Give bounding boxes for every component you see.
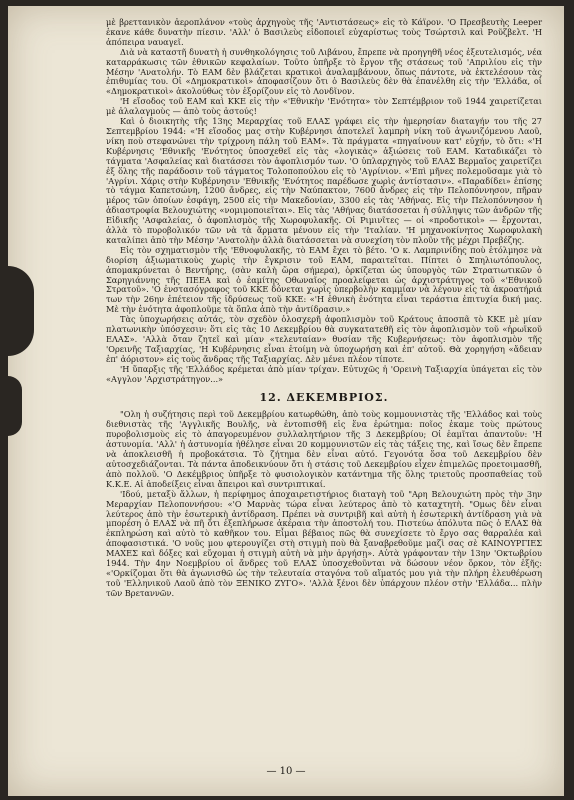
paragraph: Τὰς ὑποχωρήσεις αὐτάς, τὸν σχεδὸν ὁλοσχερῆ ἀφοπλισμὸν τοῦ Κράτους ἀποσπᾶ τὸ ΚΚΕ μὲ μίαν πλατωνικὴν ὑπόσχεσιν: ὅτι εἰς τὰς 10 Δεκεμβρίου θὰ συγκατατεθῆ εἰς τὸν ἀφοπλισμὸν τοῦ «ἡρωϊκοῦ ΕΛΑΣ». 'Αλλὰ ὅταν ζητεῖ καὶ μίαν «τελευταίαν» θυσίαν τῆς Κυβερνήσεως: τὸν ἀφοπλισμὸν τῆς 'Ορεινῆς Ταξιαρχίας, 'Η Κυβέρνησις εἶναι ἑτοίμη νὰ ὑποχωρήση καὶ ἐπ' αὐτοῦ. Θὰ χορηγήση «ἄδειαν ἐπ' ἀόριστον» εἰς τοὺς ἄνδρας τῆς Ταξιαρχίας. Δὲν μένει πλέον τίποτε. — [106, 314, 542, 364]
paragraph: 'Η ὕπαρξις τῆς 'Ελλάδος κρέμεται ἀπὸ μίαν τρίχαν. Εὐτυχῶς ἡ 'Ορεινὴ Ταξιαρχία ὑπάγεται εἰς τὸν «Αγγλον 'Αρχιστράτηγον...» — [106, 363, 542, 384]
section-heading: 12. ΔΕΚΕΜΒΡΙΟΣ. — [259, 390, 389, 404]
body-text — [106, 18, 542, 599]
paragraph: "Ολη ἡ συζήτησις περὶ τοῦ Δεκεμβρίου κατωρθώθη, ἀπὸ τοὺς κομμουνιστὰς τῆς 'Ελλάδος καὶ τοὺς διεθνιστὰς τῆς 'Αγγλικῆς Βουλῆς, νὰ ἐντοπισθῆ εἰς ἕνα ἐρώτημα: ποῖος ἐκαμε τοὺς πρώτους πυροβολισμοὺς εἰς τὸ ἀπαγορευμένον συλλαλητήριον τῆς 3 Δεκεμβρίου; Οἱ ἐαμῖται ἀπαντοῦν: 'Η ἀστυνομία. 'Αλλ' ἡ ἀστυνομία ἠθέλησε εἶναι 20 κομμουνιστῶν εἰς τὰς τάξεις της, καὶ ἴσως δὲν ἔπρεπε νὰ ἀποκλεισθῆ ἡ προβοκάτσια. Τὸ ζήτημα δὲν εἶναι αὐτό. Γεγονότα ὅσα τοῦ Δεκεμβρίου δὲν αὐτοσχεδιάζονται. Τὰ πάντα ἀποδεικνύουν ὅτι ἡ στάσις τοῦ Δεκεμβρίου εἶχεν ἐπιμελῶς προετοιμασθῆ, ἀπὸ πολλοῦ. 'Ο Δεκέμβριος ὑπῆρξε τὸ φυσιολογικὸν κατάντημα τῆς ὅλης τριετοῦς προσπαθείας τοῦ Κ.Κ.Ε. Αἱ ἀποδείξεις εἶναι ἄπειροι καὶ συντριπτικαί. — [106, 409, 542, 489]
paragraph: 'Η εἴσοδος τοῦ ΕΑΜ καὶ ΚΚΕ εἰς τὴν «'Εθνικὴν 'Ενότητα» τὸν Σεπτέμβριον τοῦ 1944 χαιρετίζεται μὲ ἀλαλαγμοὺς — ἀπὸ τοὺς ἀστούς! — [106, 96, 542, 117]
torn-edge-left-lower — [8, 376, 22, 436]
paragraph: Διὰ νὰ καταστῆ δυνατὴ ἡ συνθηκολόγησις τοῦ Λιβάνου, ἔπρεπε νὰ προηγηθῆ νέος ἐξευτελισμός, νέα καταρράκωσις τῶν ἐθνικῶν κεφαλαίων. Τοῦτο ὑπῆρξε τὸ ἔργον τῆς στάσεως τοῦ 'Απριλίου εἰς τὴν Μέσην 'Ανατολήν. Τὸ ΕΑΜ δὲν βλάζεται κρατικοὶ ἀναλαμβάνουν, ὅπως πάντοτε, νὰ ἐκτελέσουν τὰς ἐπιθυμίας του. Οἱ «Δημοκρατικοὶ» ἀποφασίζουν ὅτι ὁ Βασιλεὺς δὲν θὰ ἐπανέλθη εἰς τὴν 'Ελλάδα, οἱ «Δημοκρατικοὶ» ἀκολούθως τὸν ἐξορίζουν εἰς τὸ Λονδῖνον. — [106, 46, 542, 97]
page-number: — 10 — — [266, 766, 306, 777]
paragraph: 'Ιδού, μεταξὺ ἄλλων, ἡ περίφημος ἀποχαιρετιστήριος διαταγὴ τοῦ "Αρη Βελουχιώτη πρὸς τὴν 3ην Μεραρχίαν Πελοποννήσου: «'Ο Μαρνὰς τώρα εἶναι λεύτερος ἀπὸ τὸ καταχτητὴ. "Ομως δὲν εἶναι λεύτερος ἀπὸ τὴν ἐσωτερικὴ ἀντίδραση. Πρέπει νὰ συντριβῆ καὶ αὐτὴ ἡ ἐσωτερικὴ ἀντίδραση γιὰ νὰ μπορέση ὁ ΕΛΑΣ νὰ πῆ ὅτι ἐξεπλήρωσε ἀκέραια τὴν ἀποστολή του. Πιστεύω ἀπόλυτα πῶς ὁ ΕΛΑΣ θὰ ἐκπληρώση καὶ αὐτὸ τὸ καθῆκον του. Εἶμαι βέβαιος πῶς θὰ συνεχίσετε τὸ ἔργο σας θαρραλέα καὶ ἀποφασιστικά. 'Ο νοῦς μου φτερουγίζει στὴ στιγμὴ ποὺ θὰ ξαναβρεθοῦμε μαζὶ σας σὲ ΚΑΙΝΟΥΡΓΙΕΣ ΜΑΧΕΣ καὶ δόξες καὶ εὔχομαι ἡ στιγμὴ αὐτὴ νὰ μὴν ἀργήσῃ». Αὐτὰ γράφονταν τὴν 13ην 'Οκτωβρίου 1944. Τὴν 4ην Νοεμβρίου οἱ ἄνδρες τοῦ ΕΛΑΣ ὑποσχεθοῦνται νὰ δώσουν νέον ὅρκον, τὸν ἑξῆς: «'Ορκίζομαι ὅτι θὰ ἀγωνισθῶ ὡς τὴν τελευταία σταγόνα τοῦ αἵματός μου γιὰ τὴν πλήρη ἐλευθέρωση τοῦ 'Ελληνικοῦ Λαοῦ ἀπὸ τὸν ΞΕΝΙΚΟ ΖΥΓΟ». 'Αλλὰ ξένοι δὲν ὑπάρχουν πλέον στὴν 'Ελλάδα... πλὴν τῶν Βρεταννῶν. — [106, 488, 542, 598]
torn-edge-left — [8, 266, 34, 356]
paragraph: μὲ βρεττανικὸν ἀεροπλάνον «τοὺς ἀρχηγοὺς τῆς 'Αντιστάσεως» εἰς τὸ Κάϊρον. 'Ο Πρεσβευτὴς Leeper ἐκανε κάθε δυνατὴν πίεσιν. 'Αλλ' ὁ Βασιλεὺς εἰδοποιεῖ εὐχαρίστως τοὺς Τσώρτσιλ καὶ Ροῦζβελτ. 'Η ἀπόπειρα ναυαγεῖ. — [106, 17, 542, 47]
document-page — [8, 6, 564, 796]
paragraph: Καὶ ὁ διοικητὴς τῆς 13ης Μεραρχίας τοῦ ΕΛΑΣ γράφει εἰς τὴν ἡμερησίαν διαταγήν του τῆς 27 Σεπτεμβρίου 1944: «'Η εἴσοδος μας στὴν Κυβέρνησι ἀποτελεῖ λαμπρὴ νίκη τοῦ ἀγωνιζόμενου Λαοῦ, νίκη ποὺ στεφανώνει τὴν τρίχρονη πάλη τοῦ ΕΑΜ». Τὰ πράγματα «πηγαίνουν κατ' εὐχήν, τὸ ὅτι: «'Η Κυβέρνησις 'Εθνικῆς 'Ενότητος ὑποσχεθεῖ εἰς τὰς «λογικὰς» ἀξιώσεις τοῦ ΕΑΜ. Καταδικάζει τὸ τάγματα 'Ασφαλείας καὶ διατάσσει τὸν ἀφοπλισμόν των. 'Ο ὑπλαρχηγὸς τοῦ ΕΛΑΣ Βερμαῖος χαιρετίζει ἐξ ὅλης τῆς παράδοσιν τοῦ τάγματος Τολοποπούλου εἰς τὸ 'Αγρίνιον. «'Επὶ μῆνες πολεμοῦσαμε γιὰ τὸ 'Αγρίνι. Χάρις στὴν Κυβέρνησιν 'Εθνικῆς 'Ενότητος παρέδωσε χωρὶς ἀντίστασιν». «Παραδίδει» ἐπίσης τὸ τάγμα Καπετσώνη, 1200 ἄνδρες, εἰς τὴν Ναύπακτον, 7600 ἄνδρες εἰς τὴν Πελοπόννησον, πῆραν μέρος τῶν ὁποίων ἐσφάγη, 2500 εἰς τὴν Μακεδονίαν, 3300 εἰς τὰς 'Αθήνας. Εἰς τὴν Πελοπόννησον ἡ ἀδιαστροφία Βελουχιώτης «νομιμοποιεῖται». Εἰς τὰς 'Αθήνας διατάσσεται ἡ σύλληψις τῶν ἀνδρῶν τῆς Εἰδικῆς 'Ασφαλείας, ὁ ἀφοπλισμὸς τῆς Χωροφυλακῆς. Οἱ Ριμινῖτες — οἱ «προδοτικοὶ» — ἔρχονται, ἀλλὰ τὸ πυροβολικόν τῶν νὰ τὰ ἄρματα μένουν εἰς τὴν 'Ιταλίαν. 'Η μηχανοκίνητος Χωροφυλακὴ καταλίπει ἀπὸ τὴν Μέσην 'Ανατολὴν ἀλλὰ διατάσσεται νὰ συνεχίση τὸν πλοῦν τῆς μέχρι Πρεβέζης. — [106, 116, 542, 245]
paragraph: Εἰς τὸν σχηματισμὸν τῆς 'Εθνοφυλακῆς, τὸ ΕΑΜ ἔχει τὸ βέτο. 'Ο κ. Λαμπρινίδης ποὺ ἐτόλμησε νὰ διορίση ἀξιωματικοὺς χωρὶς τὴν ἔγκρισιν τοῦ ΕΑΜ, παραιτεῖται. Πίπτει ὁ Σπηλιωτόπουλος, ἀπομακρύνεται ὁ Βεντήρης, (σὰν καλὴ ὥρα σήμερα), ὁρκίζεται ὡς ὑπουργὸς τῶν Στρατιωτικῶν ὁ Σαρηγιάννης τῆς ΠΕΕΑ καὶ ὁ ἐαμίτης Οθωναῖος προαλείφεται ὡς ἀρχιστράτηγος τοῦ «'Εθνικοῦ Στρατοῦ». 'Ο ἐνστασόγραφος τοῦ ΚΚΕ δόνεται χωρὶς ὑπερβολὴν καμμίαν νὰ λέγουν εἰς τὰ ἀκροατήριά των τὴν 26ην ἐπέτειον τῆς ἱδρύσεως τοῦ ΚΚΕ: «'Η ἐθνικὴ ἑνότητα εἶναι τεράστια ἐπιτυχία δική μας. Μὲ τὴν ἑνότητα ἀφοπλοῦμε τὰ ὅπλα ἀπὸ τὴν ἀντίδρασιν.» — [106, 244, 542, 315]
